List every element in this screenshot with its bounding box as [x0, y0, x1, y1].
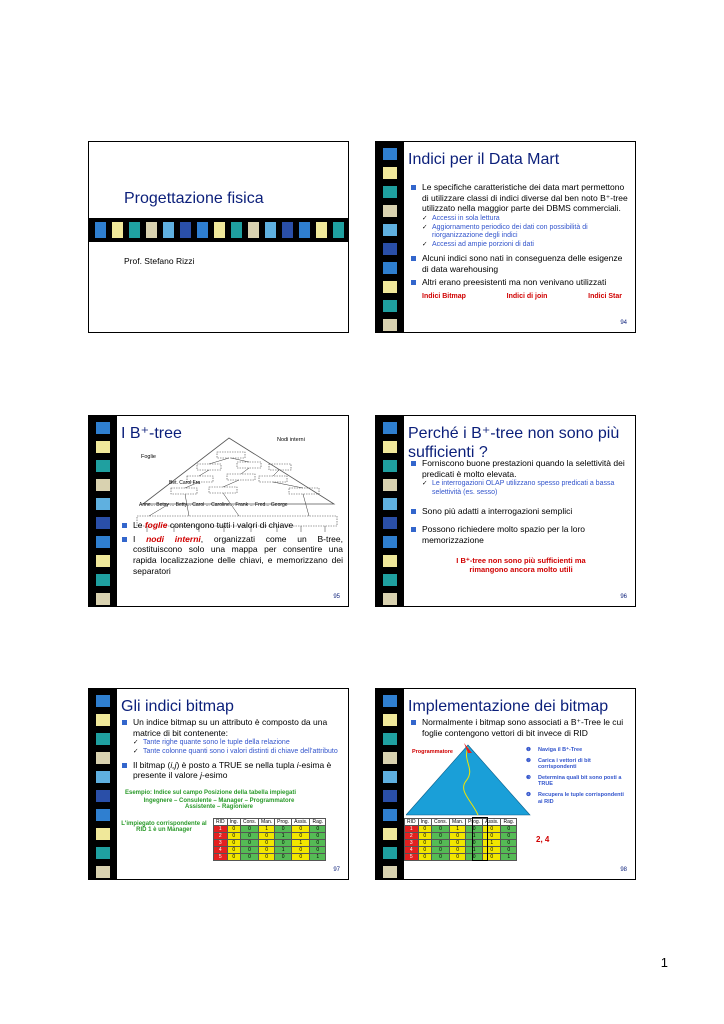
table-cell: 0 — [292, 854, 310, 861]
page-number: 1 — [660, 955, 668, 970]
step — [526, 758, 626, 771]
table-cell: 0 — [450, 833, 466, 840]
slide-title: Indici per il Data Mart — [408, 151, 560, 168]
bullet-list — [121, 717, 343, 784]
table-cell: 1 — [292, 840, 310, 847]
slide-b-tree — [88, 415, 349, 607]
table-cell: 0 — [483, 847, 501, 854]
text: -esimo — [201, 770, 228, 781]
table-row — [405, 840, 517, 847]
decorative-square — [383, 733, 397, 745]
table-cell: 4 — [405, 847, 419, 854]
bullet-item: Altri erano preesistenti ma non venivano utilizzati — [410, 277, 630, 288]
table-row — [214, 854, 326, 861]
table-cell: 1 — [275, 833, 292, 840]
bullet-item — [121, 534, 343, 577]
table-header-cell: Man. — [259, 819, 275, 826]
table-cell: 5 — [214, 854, 228, 861]
table-cell: 4 — [214, 847, 228, 854]
index-links — [422, 293, 622, 300]
decorative-square — [96, 574, 110, 586]
root-keys: Bet. Carol Fra — [169, 480, 201, 486]
decorative-square — [112, 222, 123, 238]
decorative-square — [96, 695, 110, 707]
slide-number: 96 — [620, 594, 627, 600]
decorative-square — [96, 422, 110, 434]
table-cell: 0 — [431, 854, 449, 861]
table-cell: 0 — [418, 833, 431, 840]
bullet-item: Sono più adatti a interrogazioni semplici — [410, 506, 628, 517]
table-cell: 0 — [292, 833, 310, 840]
table-header-cell: Man. — [450, 819, 466, 826]
decorative-square — [383, 498, 397, 510]
decorative-square — [383, 422, 397, 434]
decorative-square — [265, 222, 276, 238]
table-cell: 2 — [405, 833, 419, 840]
decorative-square — [96, 460, 110, 472]
decorative-square — [383, 460, 397, 472]
sub-list — [422, 215, 630, 250]
decorative-square — [383, 262, 397, 274]
decorative-square — [248, 222, 259, 238]
table-cell: 1 — [259, 826, 275, 833]
table-header-cell: Ing. — [418, 819, 431, 826]
decorative-square — [180, 222, 191, 238]
table-cell: 1 — [450, 826, 466, 833]
slide-title: Implementazione dei bitmap — [408, 698, 609, 715]
decorative-square — [96, 498, 110, 510]
bullet-item — [410, 458, 628, 498]
table-cell: 0 — [259, 847, 275, 854]
slide-number: 97 — [333, 867, 340, 873]
decorative-square — [383, 695, 397, 707]
decorative-square — [96, 790, 110, 802]
table-cell: 0 — [240, 854, 258, 861]
table-header-cell: Cons. — [240, 819, 258, 826]
rid-note: L'impiegato corrispondente al RID 1 è un Manager — [121, 821, 207, 833]
table-header-row — [405, 819, 517, 826]
table-cell: 0 — [240, 847, 258, 854]
bullet-item — [121, 760, 343, 781]
steps-list — [526, 747, 626, 809]
sub-item: ✓ Tante colonne quanti sono i valori distinti di chiave dell'attributo — [133, 748, 343, 757]
text: Il bitmap ( — [133, 759, 171, 770]
table-cell: 1 — [310, 854, 326, 861]
table-header-cell: Cons. — [431, 819, 449, 826]
slide-number: 95 — [333, 594, 340, 600]
table-row — [214, 833, 326, 840]
step-number-icon: ❸ — [526, 774, 531, 781]
table-header-row — [214, 819, 326, 826]
bullet-list — [410, 717, 630, 741]
decorative-square — [383, 300, 397, 312]
decorative-square — [383, 205, 397, 217]
text: contengono tutti i valori di chiave — [167, 520, 294, 530]
bullet-list — [410, 458, 628, 549]
table-header-cell: Prog. — [275, 819, 292, 826]
sub-item: ✓ Le interrogazioni OLAP utilizzano spesso predicati a bassa selettività (es. sesso) — [422, 480, 628, 498]
decorative-square — [96, 809, 110, 821]
decorative-square — [383, 574, 397, 586]
link-indici-bitmap[interactable]: Indici Bitmap — [422, 293, 466, 300]
table-row — [405, 854, 517, 861]
decorative-square — [383, 186, 397, 198]
table-cell: 1 — [214, 826, 228, 833]
bullet-item — [410, 182, 630, 250]
step-text: Recupera le tuple corrispondenti ai RID — [538, 791, 624, 805]
table-cell: 0 — [450, 847, 466, 854]
table-cell: 0 — [483, 826, 501, 833]
label-leaves: Foglie — [141, 454, 156, 460]
sub-list — [133, 739, 343, 757]
table-cell: 0 — [431, 840, 449, 847]
decorative-square — [383, 847, 397, 859]
bitmap-table — [404, 818, 517, 861]
table-cell: 0 — [431, 826, 449, 833]
table-cell: 0 — [501, 833, 517, 840]
decorative-square — [282, 222, 293, 238]
table-header-cell: RID — [214, 819, 228, 826]
step-text: Carica i vettori di bit corrispondenti — [538, 757, 591, 771]
internal-nodes — [137, 452, 337, 526]
slide-title: Perché i B⁺-tree non sono più sufficienti ? — [408, 425, 620, 462]
table-cell: 0 — [466, 840, 483, 847]
decorative-square — [383, 790, 397, 802]
sub-item: ✓ Accessi ad ampie porzioni di dati — [422, 241, 630, 250]
slide-title: I B⁺-tree — [121, 425, 182, 442]
bullet-item — [121, 717, 343, 757]
slide-indici-data-mart — [375, 141, 636, 333]
table-cell: 0 — [227, 847, 240, 854]
link-indici-star[interactable]: Indici Star — [588, 293, 622, 300]
table-row — [214, 840, 326, 847]
decorative-square — [383, 809, 397, 821]
table-header-cell: Assis. — [483, 819, 501, 826]
bullet-text: Le specifiche caratteristiche dei data mart permettono di utilizzare classi di indici diverse dal ben noto B⁺-tree utilizzato nella maggior parte dei DBMS commerciali. — [422, 182, 628, 214]
table-cell: 0 — [483, 854, 501, 861]
table-cell: 0 — [466, 826, 483, 833]
table-cell: 0 — [292, 847, 310, 854]
decorative-square — [96, 555, 110, 567]
slide-perche-b-tree — [375, 415, 636, 607]
table-row — [405, 826, 517, 833]
decorative-square — [333, 222, 344, 238]
link-indici-join[interactable]: Indici di join — [506, 293, 548, 300]
decorative-square — [383, 866, 397, 878]
decorative-square — [383, 555, 397, 567]
table-cell: 0 — [450, 840, 466, 847]
table-cell: 0 — [259, 840, 275, 847]
table-cell: 0 — [501, 840, 517, 847]
decorative-square — [383, 167, 397, 179]
decorative-stripe — [89, 416, 117, 606]
emphasis-internal-nodes: nodi interni — [146, 533, 201, 544]
step-number-icon: ❷ — [526, 757, 531, 764]
table-cell: 0 — [501, 847, 517, 854]
decorative-square — [96, 536, 110, 548]
text: , organizzati come un B-tree, costituiscono solo una mappa per consentire una rapida localizzazione delle chiavi, e memorizzano dei separatori — [133, 533, 343, 576]
table-cell: 0 — [259, 833, 275, 840]
slide-number: 98 — [620, 867, 627, 873]
text: ) è posto a TRUE se nella tupla — [176, 759, 297, 770]
table-row — [405, 833, 517, 840]
decorative-square — [383, 536, 397, 548]
table-cell: 0 — [227, 833, 240, 840]
text: i,j — [170, 759, 177, 770]
step-text: Naviga il B⁺-Tree — [538, 747, 583, 753]
table-cell: 0 — [310, 833, 326, 840]
table-cell: 0 — [240, 826, 258, 833]
slide-implementazione-bitmap — [375, 688, 636, 880]
step-number-icon: ❶ — [526, 747, 531, 753]
sub-list — [422, 480, 628, 498]
decorative-square — [96, 441, 110, 453]
decorative-stripe — [376, 689, 404, 879]
decorative-square — [163, 222, 174, 238]
bullet-text: Un indice bitmap su un attributo è composto da una matrice di bit contenente: — [133, 717, 328, 738]
bullet-item: Possono richiedere molto spazio per la loro memorizzazione — [410, 524, 628, 545]
step — [526, 775, 626, 788]
bullet-item: Alcuni indici sono nati in conseguenza delle esigenze di data warehousing — [410, 253, 630, 274]
step — [526, 747, 626, 754]
leaf-keys: Anne... Betsy ... Betty... Carol ... Caroline... Frank ... Fred... George — [139, 502, 288, 508]
decorative-square — [383, 441, 397, 453]
decorative-square — [96, 828, 110, 840]
step-number-icon: ❹ — [526, 791, 531, 798]
table-cell: 0 — [310, 847, 326, 854]
table-cell: 3 — [405, 840, 419, 847]
table-header-cell: Rag. — [310, 819, 326, 826]
sub-item: ✓ Accessi in sola lettura — [422, 215, 630, 224]
example-title: Esempio: Indice sul campo Posizione della tabella impiegati — [125, 790, 297, 796]
decorative-square — [96, 517, 110, 529]
slide-progettazione-fisica — [88, 141, 349, 333]
decorative-square — [316, 222, 327, 238]
decorative-square — [96, 752, 110, 764]
table-cell: 0 — [275, 840, 292, 847]
table-cell: 1 — [483, 840, 501, 847]
decorative-square — [383, 517, 397, 529]
sub-item: ✓ Aggiornamento periodico dei dati con possibilità di riorganizzazione degli indici — [422, 224, 630, 242]
bullet-list — [410, 182, 630, 291]
table-header-cell: Ing. — [227, 819, 240, 826]
label-internal-nodes: Nodi interni — [277, 437, 305, 443]
author: Prof. Stefano Rizzi — [124, 256, 195, 266]
text: i — [296, 759, 299, 770]
decorative-stripe — [89, 689, 117, 879]
band-squares — [89, 222, 348, 238]
decorative-square — [146, 222, 157, 238]
highlight-column — [472, 817, 488, 861]
slide-title: Gli indici bitmap — [121, 698, 234, 715]
table-cell: 0 — [259, 854, 275, 861]
decorative-stripe — [376, 416, 404, 606]
decorative-square — [96, 866, 110, 878]
decorative-square — [96, 847, 110, 859]
step-text: Determina quali bit sono posti a TRUE — [538, 774, 622, 788]
example-values: Ingegnere – Consulente – Manager – Programmatore Assistente – Ragioniere — [143, 798, 295, 810]
table-cell: 0 — [310, 826, 326, 833]
table-cell: 3 — [214, 840, 228, 847]
decorative-square — [299, 222, 310, 238]
emphasis-leaves: foglie — [144, 520, 168, 530]
decorative-square — [383, 281, 397, 293]
decorative-square — [96, 771, 110, 783]
bullet-list — [121, 520, 343, 579]
decorative-square — [383, 593, 397, 605]
decorative-square — [96, 479, 110, 491]
table-row — [214, 847, 326, 854]
tree-outline — [143, 438, 334, 504]
bullet-item — [121, 520, 343, 531]
table-header-cell: RID — [405, 819, 419, 826]
table-cell: 0 — [483, 833, 501, 840]
slide-indici-bitmap — [88, 688, 349, 880]
tree-shape — [406, 745, 530, 815]
table-cell: 1 — [405, 826, 419, 833]
table-cell: 0 — [501, 826, 517, 833]
table-cell: 1 — [466, 833, 483, 840]
table-cell: 0 — [418, 847, 431, 854]
decorative-stripe — [376, 142, 404, 332]
decorative-square — [383, 224, 397, 236]
table-cell: 0 — [431, 847, 449, 854]
table-cell: 0 — [227, 854, 240, 861]
sub-item: ✓ Tante righe quante sono le tuple della relazione — [133, 739, 343, 748]
decorative-square — [383, 319, 397, 331]
decorative-square — [383, 714, 397, 726]
conclusion: I B⁺-tree non sono più sufficienti ma rimangono ancora molto utili — [456, 556, 586, 574]
table-cell: 0 — [275, 826, 292, 833]
bullet-item: Normalmente i bitmap sono associati a B⁺-Tree le cui foglie contengono vettori di bit invece di RID — [410, 717, 630, 738]
table-header-cell: Assis. — [292, 819, 310, 826]
decorative-square — [231, 222, 242, 238]
decorative-square — [197, 222, 208, 238]
bitmap-table — [213, 818, 326, 861]
table-cell: 5 — [405, 854, 419, 861]
table-cell: 0 — [310, 840, 326, 847]
text: -esima è presente il valore — [133, 759, 332, 781]
programmer-label: Programmatore — [412, 749, 453, 755]
table-cell: 1 — [466, 847, 483, 854]
table-cell: 0 — [240, 833, 258, 840]
table-cell: 0 — [227, 840, 240, 847]
slide-title: Progettazione fisica — [124, 190, 264, 207]
table-cell: 0 — [466, 854, 483, 861]
table-cell: 1 — [275, 847, 292, 854]
b-tree-diagram — [129, 434, 339, 534]
decorative-square — [96, 714, 110, 726]
text: j — [200, 770, 202, 781]
text: I — [133, 533, 147, 544]
table-cell: 0 — [418, 840, 431, 847]
decorative-square — [383, 771, 397, 783]
decorative-square — [129, 222, 140, 238]
decorative-square — [383, 148, 397, 160]
step — [526, 792, 626, 805]
table-cell: 2 — [214, 833, 228, 840]
table-cell: 0 — [292, 826, 310, 833]
decorative-square — [214, 222, 225, 238]
table-row — [214, 826, 326, 833]
table-row — [405, 847, 517, 854]
slide-number: 94 — [620, 320, 627, 326]
table-cell: 1 — [501, 854, 517, 861]
table-cell: 0 — [418, 854, 431, 861]
result-rids: 2, 4 — [536, 835, 550, 844]
table-cell: 0 — [418, 826, 431, 833]
decorative-square — [383, 752, 397, 764]
text: Le — [133, 520, 145, 530]
decorative-square — [383, 828, 397, 840]
decorative-square — [383, 243, 397, 255]
table-cell: 0 — [275, 854, 292, 861]
table-cell: 0 — [431, 833, 449, 840]
bullet-text: Forniscono buone prestazioni quando la selettività dei predicati è molto elevata. — [422, 458, 625, 479]
decorative-square — [95, 222, 106, 238]
table-cell: 0 — [227, 826, 240, 833]
table-header-cell: Prog. — [466, 819, 483, 826]
decorative-square — [96, 733, 110, 745]
table-cell: 0 — [240, 840, 258, 847]
table-header-cell: Rag. — [501, 819, 517, 826]
decorative-square — [96, 593, 110, 605]
table-cell: 0 — [450, 854, 466, 861]
decorative-square — [383, 479, 397, 491]
